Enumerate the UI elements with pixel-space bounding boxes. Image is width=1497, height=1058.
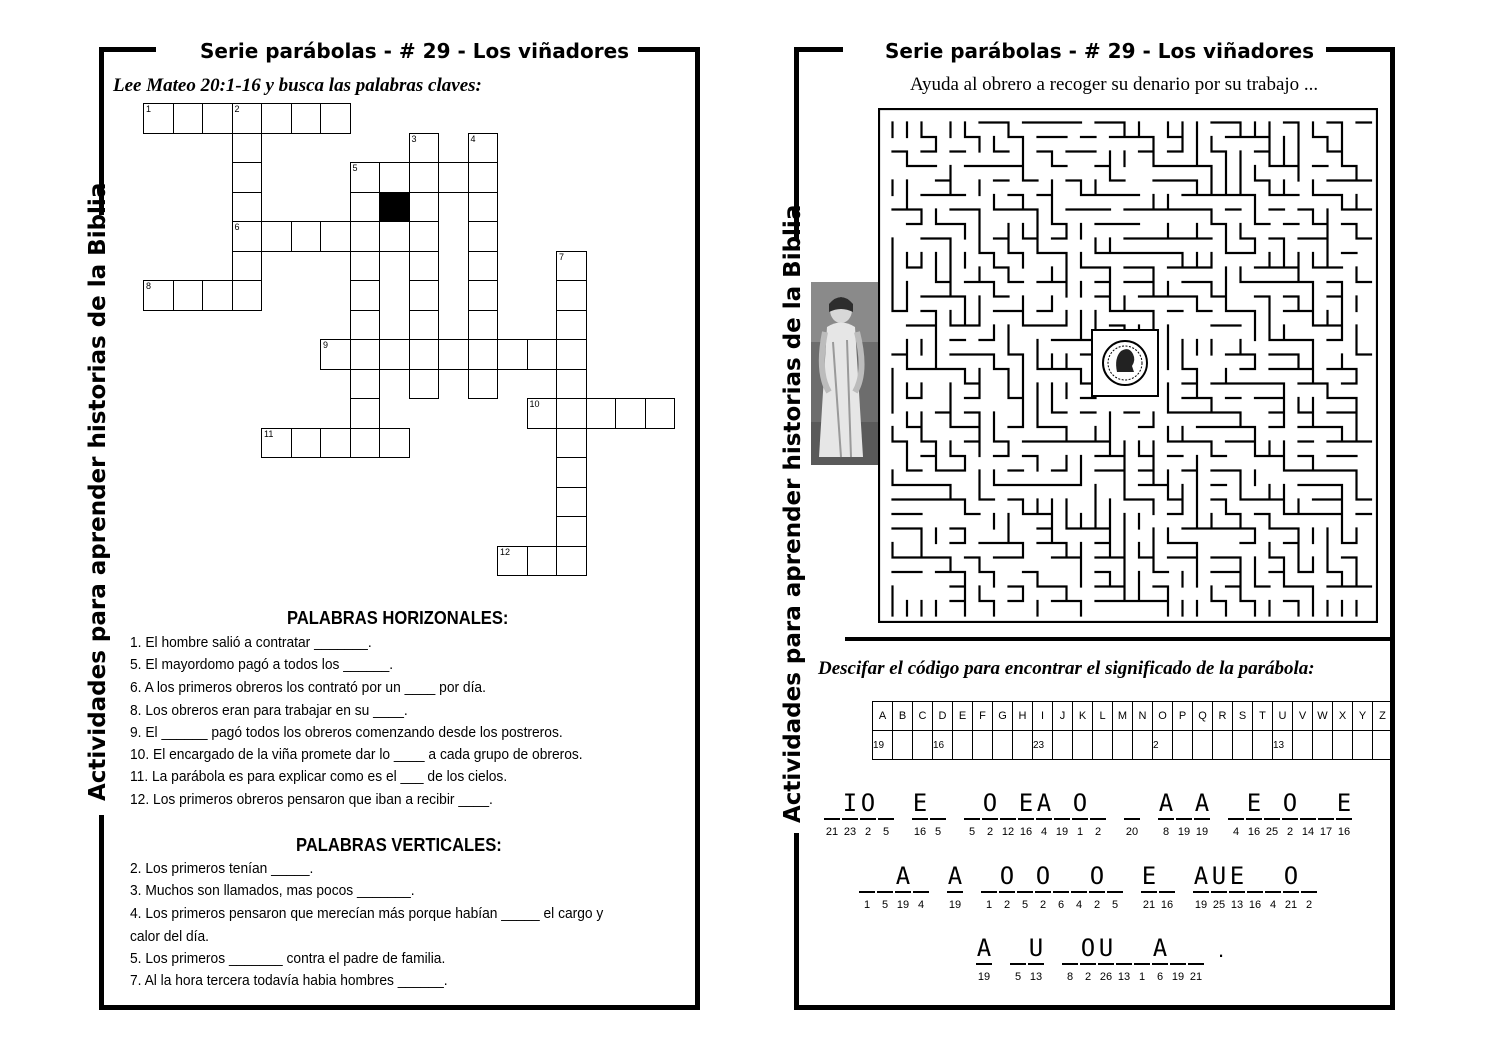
left-side-title: Actividades para aprender historias de la Biblia [85,182,111,801]
cipher-slot[interactable] [877,790,895,838]
cipher-blank-line [1152,963,1168,965]
cipher-slot[interactable] [1158,863,1176,911]
cipher-letter [876,863,894,889]
cipher-slot[interactable] [859,790,877,838]
cipher-slot[interactable] [858,863,876,911]
cipher-code-number: 23 [843,826,857,838]
cipher-code-number: 5 [882,826,890,838]
cipher-slot[interactable] [1300,863,1318,911]
code-letter: C [913,702,933,731]
code-letter: W [1313,702,1333,731]
cipher-code-number: 8 [1162,826,1170,838]
cipher-blank-line [1124,818,1140,820]
code-letter: K [1073,702,1093,731]
cipher-code-number: 8 [1066,971,1074,983]
cipher-letter [999,790,1017,816]
cipher-code-number: 6 [1156,971,1164,983]
cipher-slot[interactable] [1263,790,1281,838]
code-number[interactable]: 16 [933,731,953,760]
cipher-code-number: 19 [948,899,962,911]
vertical-clue: 5. Los primeros _______ contra el padre de familia. [130,950,446,967]
cipher-slot[interactable] [975,935,993,983]
cipher-blank-line [1282,818,1298,820]
horizontal-clues-heading: PALABRAS HORIZONALES: [287,608,509,628]
code-number[interactable]: 13 [1273,731,1293,760]
cipher-blank-line [947,891,963,893]
cipher-blank-line [1265,891,1281,893]
cipher-code-number: 16 [1247,826,1261,838]
right-side-title: Actividades para aprender historias de la Biblia [780,204,806,823]
cipher-blank-line [999,891,1015,893]
cipher-code-number: 4 [1075,899,1083,911]
horizontal-clue: 6. A los primeros obreros los contrató por un ____ por día. [130,679,486,696]
cipher-code-number: 5 [968,826,976,838]
crossword-instruction: Lee Mateo 20:1-16 y busca las palabras claves: [113,75,482,96]
cipher-slot[interactable] [1210,863,1228,911]
cipher-slot[interactable] [1027,935,1045,983]
cipher-blank-line [1053,891,1069,893]
cipher-blank-line [1017,891,1033,893]
code-letter: R [1213,702,1233,731]
vertical-clue: 2. Los primeros tenían _____. [130,860,314,877]
cipher-slot[interactable] [1017,790,1035,838]
cipher-letter: A [1158,789,1174,817]
cipher-letter: O [1072,789,1088,817]
cipher-code-number: 2 [1003,899,1011,911]
cipher-code-number: 16 [1160,899,1174,911]
cipher-letter: A [1152,934,1168,962]
crossword-clue-number: 3 [411,133,417,144]
cipher-blank-line [1300,818,1316,820]
cipher-letter [1061,935,1079,961]
cipher-blank-line [1036,818,1052,820]
vertical-clue: calor del día. [130,928,210,945]
cipher-code-number: 6 [1057,899,1065,911]
cipher-slot[interactable] [1282,863,1300,911]
cipher-letter [1052,863,1070,889]
cipher-slot[interactable] [1227,790,1245,838]
cipher-letter [1300,863,1318,889]
cipher-letter: A [1194,789,1210,817]
cipher-code-number: 1 [1076,826,1084,838]
cipher-slot[interactable] [1140,863,1158,911]
cipher-slot[interactable] [1264,863,1282,911]
cipher-blank-line [860,818,876,820]
cipher-blank-line [1018,818,1034,820]
cipher-code-number: 25 [1212,899,1226,911]
horizontal-clue: 9. El ______ pagó todos los obreros comenzando desde los postreros. [130,724,563,741]
cipher-code-number: 12 [1001,826,1015,838]
cipher-letter [980,863,998,889]
cipher-slot[interactable] [1187,935,1205,983]
cipher-blank-line [1090,818,1106,820]
cipher-letter: A [895,862,911,890]
cipher-letter [823,790,841,816]
left-page-title: Serie parábolas - # 29 - Los viñadores [200,39,630,63]
cipher-letter: I [842,789,858,817]
cipher-letter: O [860,789,876,817]
cipher-blank-line [1193,891,1209,893]
crossword-clue-number: 2 [234,104,240,114]
cipher-code-number: 4 [1040,826,1048,838]
cipher-slot[interactable] [894,863,912,911]
cipher-slot[interactable] [1281,790,1299,838]
cipher-letter: O [982,789,998,817]
cipher-letter: U [1028,934,1044,962]
cipher-slot[interactable] [1016,863,1034,911]
maze-prompt: Ayuda al obrero a recoger su denario por su trabajo ... [910,74,1319,95]
cipher-slot[interactable] [1246,863,1264,911]
cipher-slot[interactable] [1299,790,1317,838]
cipher-blank-line [1028,963,1044,965]
cipher-letter [1175,790,1193,816]
cipher-letter: O [1080,934,1096,962]
cipher-slot[interactable] [1035,790,1053,838]
cipher-letter [1070,863,1088,889]
cipher-blank-line [1247,891,1263,893]
cipher-blank-line [1134,963,1150,965]
cipher-slot[interactable] [876,863,894,911]
vertical-clue: 3. Muchos son llamados, mas pocos _______. [130,882,415,899]
cipher-slot[interactable] [946,863,964,911]
cipher-code-number: 2 [864,826,872,838]
cipher-code-number: 5 [881,899,889,911]
code-letter: L [1093,702,1113,731]
cipher-slot[interactable] [912,863,930,911]
cipher-code-number: 13 [1230,899,1244,911]
cipher-slot[interactable] [1088,863,1106,911]
horizontal-clue: 5. El mayordomo pagó a todos los ______. [130,656,394,673]
cipher-code-number: 1 [1138,971,1146,983]
cipher-slot[interactable] [823,790,841,838]
code-letter: P [1173,702,1193,731]
cipher-blank-line [1188,963,1204,965]
code-letter: U [1273,702,1293,731]
cipher-blank-line [1107,891,1123,893]
code-letter: S [1233,702,1253,731]
cipher-blank-line [824,818,840,820]
code-letter: Q [1193,702,1213,731]
cipher-slot[interactable] [963,790,981,838]
cipher-blank-line [859,891,875,893]
cipher-blank-line [1072,818,1088,820]
cipher-letter: E [1229,862,1245,890]
cipher-slot[interactable] [1089,790,1107,838]
cipher-slot[interactable] [1115,935,1133,983]
code-letter: J [1053,702,1073,731]
cipher-blank-line [964,818,980,820]
cipher-blank-line [1141,891,1157,893]
cipher-blank-line [1035,891,1051,893]
cipher-blank-line [878,818,894,820]
horizontal-clue: 11. La parábola es para explicar como es el ___ de los cielos. [130,768,508,785]
cipher-code-number: 4 [1269,899,1277,911]
cipher-blank-line [1054,818,1070,820]
cipher-code-number: 16 [1337,826,1351,838]
cipher-code-number: 21 [825,826,839,838]
cipher-slot[interactable] [1034,863,1052,911]
cipher-slot[interactable] [1061,935,1079,983]
cipher-slot[interactable] [1193,790,1211,838]
cipher-code-number: 5 [934,826,942,838]
cipher-code-number: 14 [1301,826,1315,838]
cipher-blank-line [1194,818,1210,820]
cipher-code-number: 2 [1093,899,1101,911]
right-page-title: Serie parábolas - # 29 - Los viñadores [885,39,1315,63]
crossword-clue-number: 5 [352,163,358,173]
cipher-code-number: 16 [1019,826,1033,838]
horizontal-clue: 12. Los primeros obreros pensaron que iban a recibir ____. [130,791,493,808]
cipher-slot[interactable] [1335,790,1353,838]
cipher-code-number: 2 [1305,899,1313,911]
cipher-slot[interactable] [1106,863,1124,911]
cipher-blank-line [1158,818,1174,820]
cipher-blank-line [1264,818,1280,820]
cipher-letter [877,790,895,816]
cipher-letter [1158,863,1176,889]
cipher-code-number: 17 [1319,826,1333,838]
cipher-letter: U [1211,862,1227,890]
cipher-slot[interactable] [981,790,999,838]
cipher-code-number: 26 [1099,971,1113,983]
cipher-letter: A [947,862,963,890]
cipher-slot[interactable] [1133,935,1151,983]
cipher-code-number: 2 [986,826,994,838]
cipher-slot[interactable] [1169,935,1187,983]
cipher-blank-line [913,891,929,893]
cipher-blank-line [1229,891,1245,893]
cipher-letter: U [1098,934,1114,962]
cipher-letter [1187,935,1205,961]
final-period: . [1218,937,1225,962]
vertical-clue: 4. Los primeros pensaron que merecían más porque habían _____ el cargo y [130,905,604,922]
cipher-slot[interactable] [1123,790,1141,838]
cipher-code-number: 21 [1142,899,1156,911]
cipher-blank-line [1318,818,1334,820]
code-letter: E [953,702,973,731]
crossword-clue-number: 6 [234,222,240,232]
cipher-slot[interactable] [1245,790,1263,838]
cipher-letter [858,863,876,889]
crossword-clue-number: 11 [264,428,274,439]
code-letter: D [933,702,953,731]
cipher-code-number: 19 [977,971,991,983]
cipher-letter [1106,863,1124,889]
cipher-blank-line [1098,963,1114,965]
cipher-blank-line [842,818,858,820]
cipher-slot[interactable] [1228,863,1246,911]
horizontal-clue: 1. El hombre salió a contratar _______. [130,634,372,651]
code-number[interactable]: 2 [1153,731,1173,760]
code-letter: V [1293,702,1313,731]
cipher-letter [1246,863,1264,889]
code-letter: B [893,702,913,731]
cipher-code-number: 25 [1265,826,1279,838]
cipher-slot[interactable] [841,790,859,838]
cipher-blank-line [1228,818,1244,820]
cipher-letter [1263,790,1281,816]
cipher-blank-line [976,963,992,965]
cipher-blank-line [981,891,997,893]
cipher-blank-line [1176,818,1192,820]
cipher-letter [1133,935,1151,961]
cipher-blank-line [912,818,928,820]
cipher-code-number: 20 [1125,826,1139,838]
cipher-letter [1016,863,1034,889]
cipher-blank-line [1336,818,1352,820]
cipher-slot[interactable] [1317,790,1335,838]
cipher-slot[interactable] [1157,790,1175,838]
cipher-letter: O [999,862,1015,890]
cipher-letter [1123,790,1141,816]
cipher-slot[interactable] [911,790,929,838]
cipher-letter [1227,790,1245,816]
cipher-code-number: 16 [1248,899,1262,911]
horizontal-clue: 8. Los obreros eran para trabajar en su ____. [130,702,408,719]
cipher-slot[interactable] [1175,790,1193,838]
cipher-blank-line [1010,963,1026,965]
cipher-code-number: 2 [1039,899,1047,911]
cipher-letter [963,790,981,816]
cipher-code-number: 19 [896,899,910,911]
cipher-letter: E [1141,862,1157,890]
cipher-code-number: 21 [1189,971,1203,983]
cipher-letter: A [976,934,992,962]
cipher-code-number: 1 [863,899,871,911]
code-letter: N [1133,702,1153,731]
crossword-clue-number: 1 [146,104,152,114]
cipher-blank-line [1089,891,1105,893]
cipher-letter [1115,935,1133,961]
cipher-code-number: 13 [1029,971,1043,983]
cipher-slot[interactable] [1053,790,1071,838]
cipher-code-number: 19 [1177,826,1191,838]
cipher-blank-line [1062,963,1078,965]
cipher-slot[interactable] [1009,935,1027,983]
cipher-code-number: 19 [1195,826,1209,838]
cipher-slot[interactable] [980,863,998,911]
code-letter: O [1153,702,1173,731]
cipher-code-number: 16 [913,826,927,838]
cipher-slot[interactable] [998,863,1016,911]
cipher-blank-line [1246,818,1262,820]
cipher-letter [912,863,930,889]
cipher-code-number: 21 [1284,899,1298,911]
cipher-letter [1089,790,1107,816]
cipher-code-number: 4 [917,899,925,911]
code-number[interactable]: 23 [1033,731,1053,760]
cipher-slot[interactable] [1192,863,1210,911]
cipher-blank-line [1283,891,1299,893]
cipher-code-number: 13 [1117,971,1131,983]
cipher-code-number: 4 [1232,826,1240,838]
cipher-blank-line [1116,963,1132,965]
cipher-letter: E [1336,789,1352,817]
cipher-blank-line [1080,963,1096,965]
cipher-slot[interactable] [999,790,1017,838]
code-letter: A [873,702,893,731]
cipher-slot[interactable] [1079,935,1097,983]
code-letter: I [1033,702,1053,731]
cipher-blank-line [982,818,998,820]
cipher-letter [1169,935,1187,961]
code-letter: Z [1373,702,1393,731]
vertical-clues-heading: PALABRAS VERTICALES: [296,835,502,855]
cipher-letter [1299,790,1317,816]
cipher-code-number: 19 [1171,971,1185,983]
cipher-letter: A [1036,789,1052,817]
cipher-letter [1264,863,1282,889]
cipher-code-number: 5 [1014,971,1022,983]
horizontal-clue: 10. El encargado de la viña promete dar lo ____ a cada grupo de obreros. [130,746,583,763]
cipher-letter: O [1283,862,1299,890]
cipher-letter: O [1089,862,1105,890]
vertical-clue: 7. Al la hora tercera todavía habia hombres ______. [130,972,448,989]
cipher-blank-line [1071,891,1087,893]
cipher-slot[interactable] [1097,935,1115,983]
code-instruction: Descifar el código para encontrar el significado de la parábola: [818,658,1315,679]
code-number[interactable]: 19 [873,731,893,760]
cipher-code-number: 5 [1111,899,1119,911]
cipher-blank-line [1211,891,1227,893]
cipher-code-number: 2 [1286,826,1294,838]
cipher-blank-line [1170,963,1186,965]
cipher-blank-line [930,818,946,820]
cipher-code-number: 5 [1021,899,1029,911]
cipher-blank-line [1000,818,1016,820]
cipher-slot[interactable] [929,790,947,838]
cipher-letter: E [912,789,928,817]
cipher-blank-line [1159,891,1175,893]
cipher-letter [1009,935,1027,961]
cipher-code-number: 1 [985,899,993,911]
crossword-clue-number: 12 [500,546,511,557]
cipher-letter: E [1018,789,1034,817]
cipher-code-number: 19 [1194,899,1208,911]
cipher-letter [1317,790,1335,816]
crossword-clue-number: 9 [323,340,329,350]
cipher-code-number: 2 [1084,971,1092,983]
cipher-letter: A [1193,862,1209,890]
cipher-slot[interactable] [1052,863,1070,911]
code-letter: H [1013,702,1033,731]
cipher-blank-line [1301,891,1317,893]
crossword-clue-number: 4 [470,133,476,144]
code-letter: G [993,702,1013,731]
cipher-code-number: 2 [1094,826,1102,838]
code-letter: X [1333,702,1353,731]
code-letter: M [1113,702,1133,731]
crossword-clue-number: 7 [559,251,565,262]
cipher-blank-line [877,891,893,893]
code-letter: T [1253,702,1273,731]
code-letter: Y [1353,702,1373,731]
cipher-code-number: 19 [1055,826,1069,838]
cipher-blank-line [895,891,911,893]
code-letter: F [973,702,993,731]
cipher-letter: E [1246,789,1262,817]
cipher-slot[interactable] [1070,863,1088,911]
cipher-letter [929,790,947,816]
cipher-slot[interactable] [1071,790,1089,838]
crossword-clue-number: 8 [146,281,152,291]
crossword-clue-number: 10 [529,399,540,409]
cipher-slot[interactable] [1151,935,1169,983]
cipher-letter: O [1035,862,1051,890]
cipher-letter [1053,790,1071,816]
cipher-letter: O [1282,789,1298,817]
